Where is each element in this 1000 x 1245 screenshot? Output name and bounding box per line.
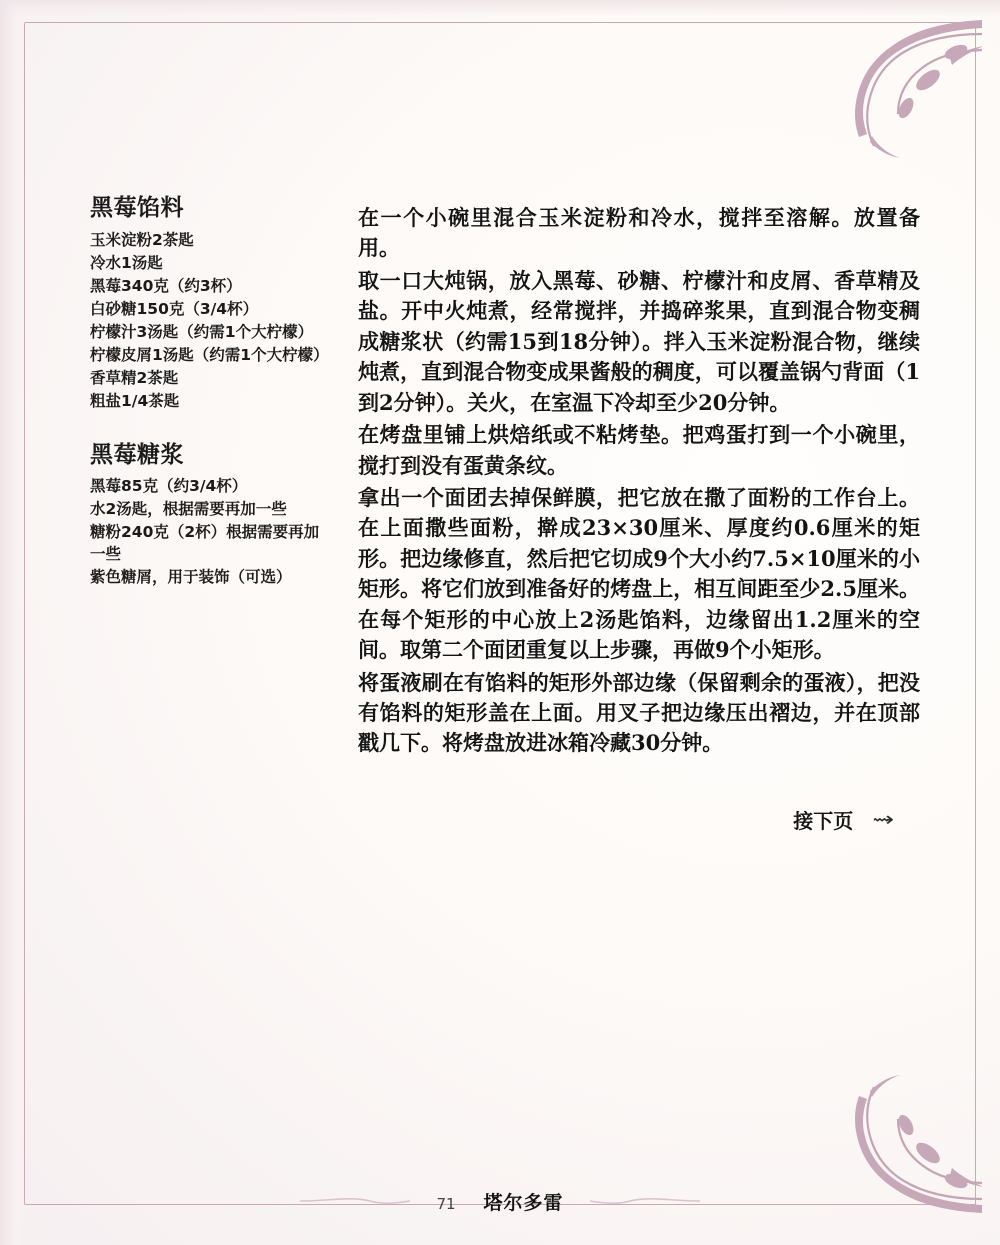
list-item: 冷水1汤匙 — [90, 253, 163, 272]
footer-flourish-right — [590, 1194, 700, 1208]
book-title: 塔尔多雷 — [483, 1191, 564, 1214]
instructions-column — [358, 195, 920, 834]
list-item: 黑莓85克（约3/4杯） — [90, 477, 248, 496]
list-item: 黑莓340克（约3杯） — [90, 276, 242, 295]
ingredients-column — [90, 195, 329, 834]
instruction-step: 将蛋液刷在有馅料的矩形外部边缘（保留剩余的蛋液），把没有馅料的矩形盖在上面。用叉子把边缘压出褶边，并在顶部戳几下。将烤盘放进冰箱冷藏30分钟。 — [358, 669, 920, 756]
list-item: 玉米淀粉2茶匙 — [90, 230, 194, 249]
ingredient-list — [90, 229, 329, 412]
instruction-step: 拿出一个面团去掉保鲜膜，把它放在撒了面粉的工作台上。在上面撒些面粉，擀成23×30厘米、厚度约0.6厘米的矩形。把边缘修直，然后把它切成9个大小约7.5×10厘米的小矩形。将它们放到准备好的烤盘上，相互间距至少2.5厘米。在每个矩形的中心放上2汤匙馅料，边缘留出1.2厘米的空间。取第二个面团重复以上步骤，再做9个小矩形。 — [358, 484, 920, 663]
ingredient-section-filling — [90, 195, 329, 412]
corner-ornament-top-right — [832, 16, 982, 166]
list-item: 粗盐1/4茶匙 — [90, 391, 180, 410]
list-item: 白砂糖150克（3/4杯） — [90, 299, 259, 318]
list-item: 紫色糖屑，用于装饰（可选） — [90, 568, 292, 587]
instruction-step: 在一个小碗里混合玉米淀粉和冷水，搅拌至溶解。放置备用。 — [358, 205, 920, 261]
recipe-content — [90, 195, 920, 834]
page-top-edge-shadow — [0, 0, 1000, 16]
ingredient-section-title: 黑莓馅料 — [90, 195, 184, 221]
swirl-arrow-icon: ⇝ — [872, 807, 895, 832]
continued-notice — [358, 805, 920, 834]
ingredient-section-syrup — [90, 442, 322, 589]
list-item: 香草精2茶匙 — [90, 368, 179, 387]
list-item: 糖粉240克（2杯）根据需要再加一些 — [90, 523, 320, 564]
footer-flourish-left — [300, 1194, 410, 1208]
ingredient-list — [90, 475, 322, 588]
list-item: 水2汤匙，根据需要再加一些 — [90, 500, 287, 519]
page-number: 71 — [436, 1194, 456, 1213]
list-item: 柠檬皮屑1汤匙（约需1个大柠檬） — [90, 345, 329, 364]
list-item: 柠檬汁3汤匙（约需1个大柠檬） — [90, 322, 314, 341]
footer-center — [436, 1188, 563, 1215]
page-left-edge-shadow — [0, 0, 26, 1245]
instruction-step: 在烤盘里铺上烘焙纸或不粘烤垫。把鸡蛋打到一个小碗里，搅打到没有蛋黄条纹。 — [358, 422, 920, 478]
instruction-steps — [358, 203, 920, 759]
ingredient-section-title: 黑莓糖浆 — [90, 441, 184, 468]
page-footer — [0, 1181, 1000, 1221]
continued-label: 接下页 — [793, 808, 854, 833]
instruction-step: 取一口大炖锅，放入黑莓、砂糖、柠檬汁和皮屑、香草精及盐。开中火炖煮，经常搅拌，并捣碎浆果，直到混合物变稠成糖浆状（约需15到18分钟）。拌入玉米淀粉混合物，继续炖煮，直到混合物变成果酱般的稠度，可以覆盖锅勺背面（1到2分钟）。关火，在室温下冷却至少20分钟。 — [358, 267, 920, 415]
